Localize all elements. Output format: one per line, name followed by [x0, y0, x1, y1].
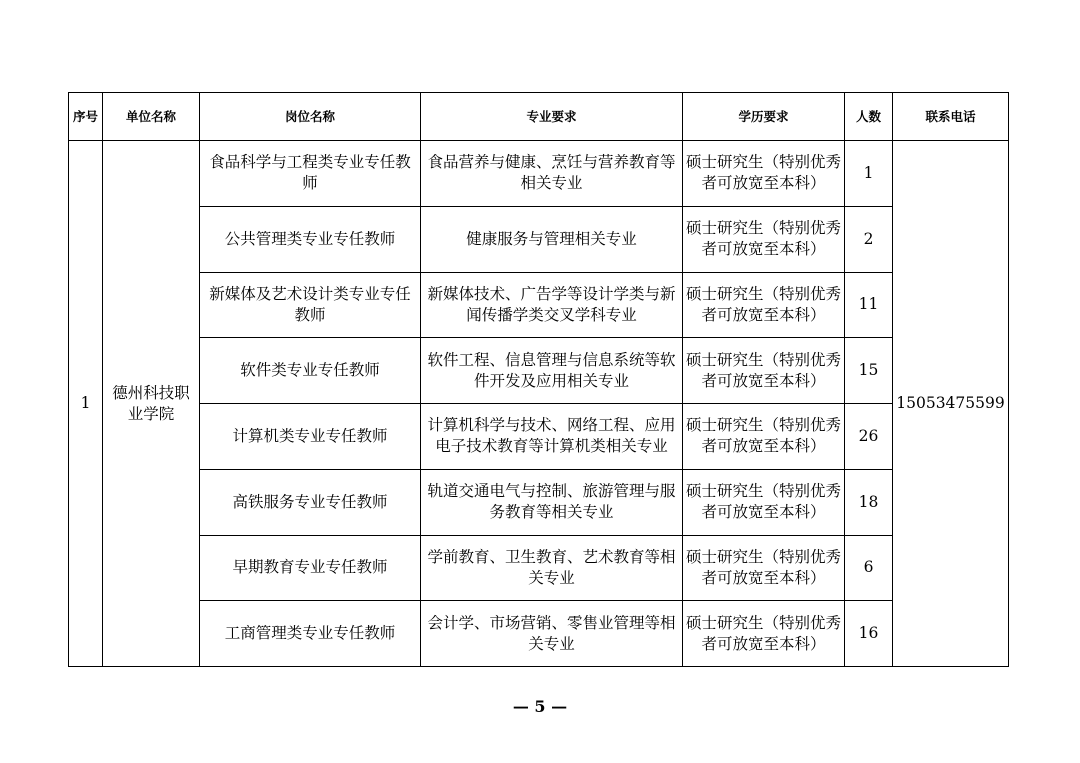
table-row — [69, 141, 1009, 207]
table-row — [69, 206, 1009, 272]
header-phone: 联系电话 — [893, 93, 1009, 141]
education-cell: 硕士研究生（特别优秀者可放宽至本科） — [683, 469, 845, 535]
count-cell: 1 — [845, 141, 893, 207]
count-cell: 15 — [845, 338, 893, 404]
major-cell: 软件工程、信息管理与信息系统等软件开发及应用相关专业 — [421, 338, 683, 404]
education-cell: 硕士研究生（特别优秀者可放宽至本科） — [683, 141, 845, 207]
count-cell: 2 — [845, 206, 893, 272]
position-cell: 计算机类专业专任教师 — [200, 404, 421, 470]
education-cell: 硕士研究生（特别优秀者可放宽至本科） — [683, 338, 845, 404]
education-cell: 硕士研究生（特别优秀者可放宽至本科） — [683, 535, 845, 601]
header-major: 专业要求 — [421, 93, 683, 141]
major-cell: 食品营养与健康、烹饪与营养教育等相关专业 — [421, 141, 683, 207]
unit-cell: 德州科技职业学院 — [103, 141, 200, 667]
position-cell: 公共管理类专业专任教师 — [200, 206, 421, 272]
header-count: 人数 — [845, 93, 893, 141]
position-cell: 工商管理类专业专任教师 — [200, 601, 421, 667]
table-row — [69, 535, 1009, 601]
table-row — [69, 469, 1009, 535]
position-cell: 新媒体及艺术设计类专业专任教师 — [200, 272, 421, 338]
education-cell: 硕士研究生（特别优秀者可放宽至本科） — [683, 272, 845, 338]
seq-cell: 1 — [69, 141, 103, 667]
page-number: — 5 — — [512, 697, 568, 716]
major-cell: 计算机科学与技术、网络工程、应用电子技术教育等计算机类相关专业 — [421, 404, 683, 470]
table-row — [69, 272, 1009, 338]
count-cell: 16 — [845, 601, 893, 667]
education-cell: 硕士研究生（特别优秀者可放宽至本科） — [683, 206, 845, 272]
position-cell: 软件类专业专任教师 — [200, 338, 421, 404]
table-row — [69, 404, 1009, 470]
major-cell: 健康服务与管理相关专业 — [421, 206, 683, 272]
position-cell: 高铁服务专业专任教师 — [200, 469, 421, 535]
header-education: 学历要求 — [683, 93, 845, 141]
count-cell: 26 — [845, 404, 893, 470]
major-cell: 会计学、市场营销、零售业管理等相关专业 — [421, 601, 683, 667]
recruitment-table — [68, 92, 1009, 667]
header-seq: 序号 — [69, 93, 103, 141]
position-cell: 食品科学与工程类专业专任教师 — [200, 141, 421, 207]
table-row — [69, 601, 1009, 667]
count-cell: 6 — [845, 535, 893, 601]
count-cell: 11 — [845, 272, 893, 338]
phone-cell: 15053475599 — [893, 141, 1009, 667]
position-cell: 早期教育专业专任教师 — [200, 535, 421, 601]
table-row — [69, 338, 1009, 404]
major-cell: 轨道交通电气与控制、旅游管理与服务教育等相关专业 — [421, 469, 683, 535]
major-cell: 新媒体技术、广告学等设计学类与新闻传播学类交叉学科专业 — [421, 272, 683, 338]
education-cell: 硕士研究生（特别优秀者可放宽至本科） — [683, 404, 845, 470]
count-cell: 18 — [845, 469, 893, 535]
header-unit: 单位名称 — [103, 93, 200, 141]
header-row — [69, 93, 1009, 141]
education-cell: 硕士研究生（特别优秀者可放宽至本科） — [683, 601, 845, 667]
header-position: 岗位名称 — [200, 93, 421, 141]
major-cell: 学前教育、卫生教育、艺术教育等相关专业 — [421, 535, 683, 601]
